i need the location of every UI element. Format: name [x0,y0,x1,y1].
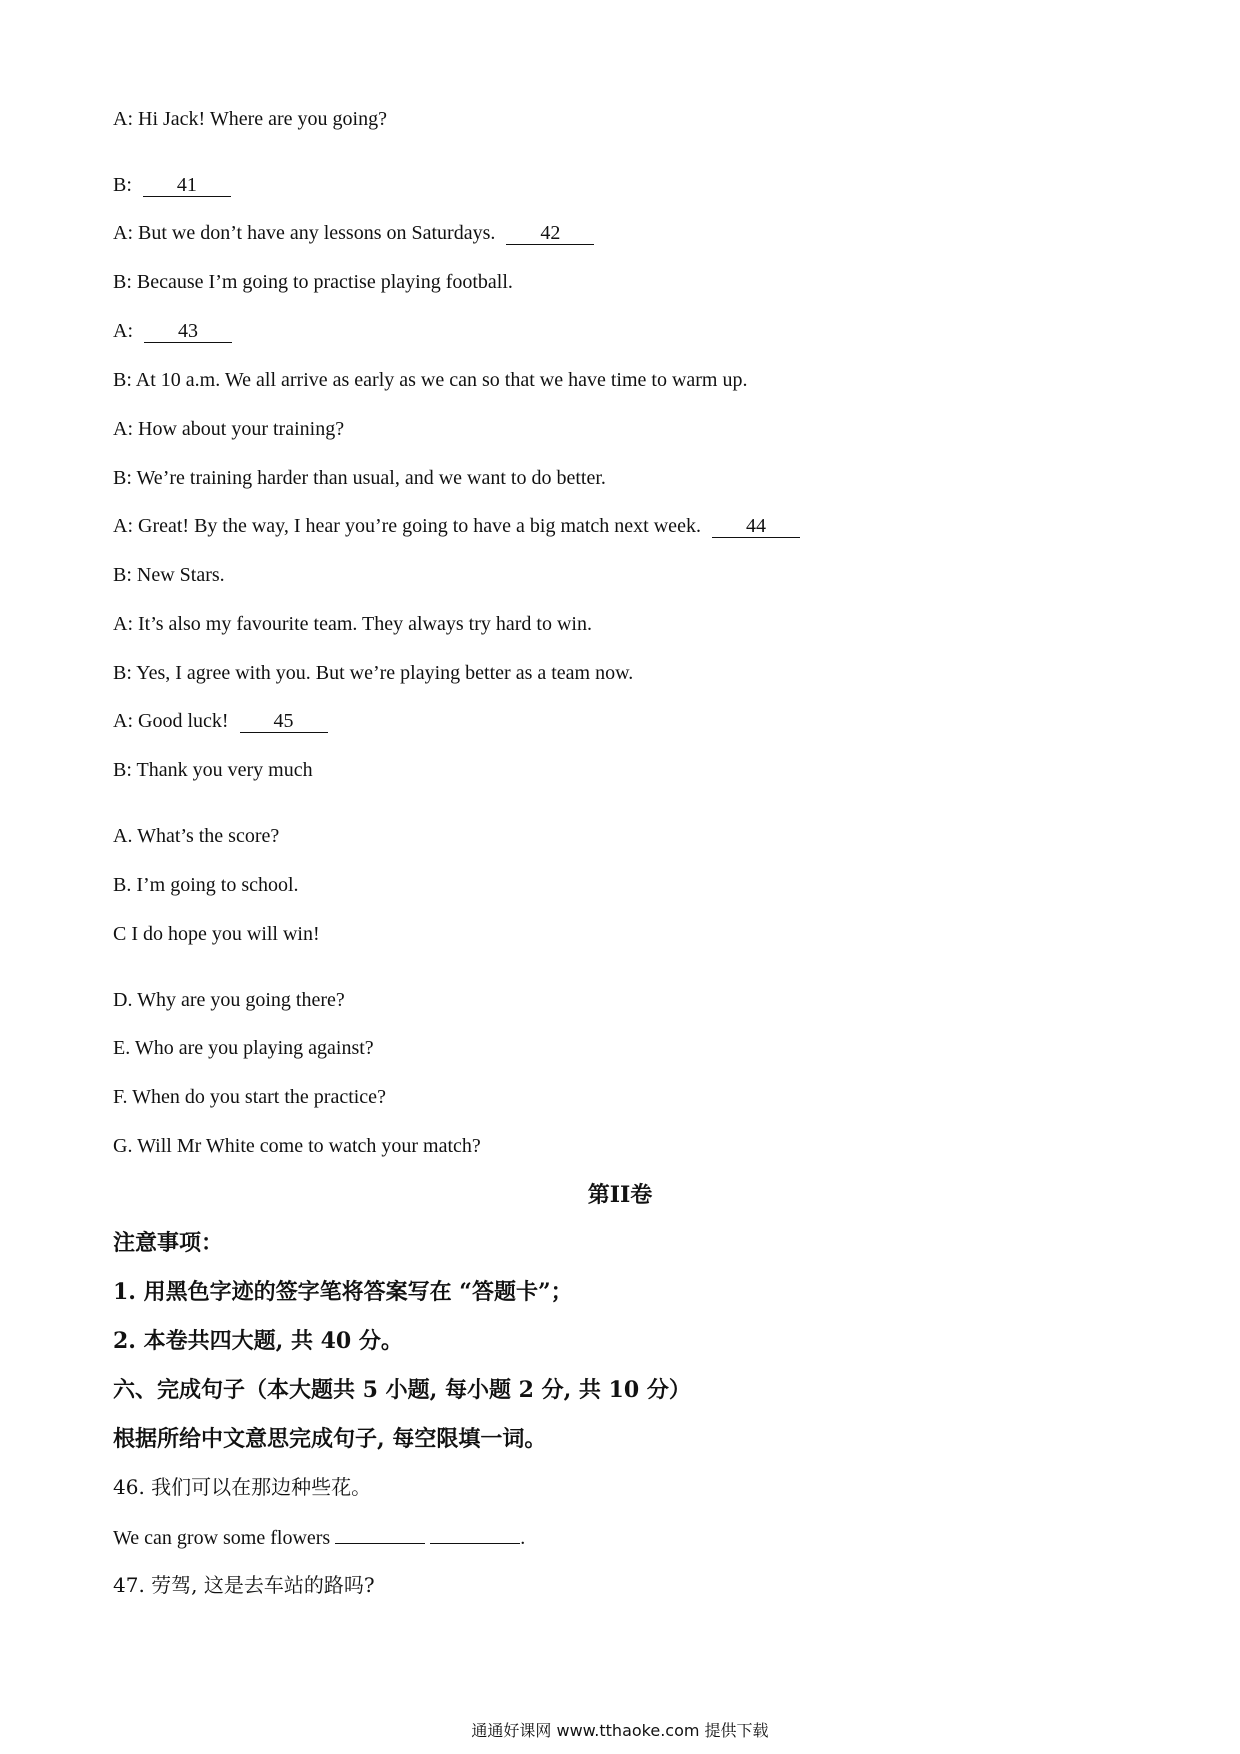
answer-blank-46b[interactable] [430,1523,520,1544]
notice-heading: 注意事项： [113,1230,224,1256]
option-d: D. Why are you going there? [113,989,345,1011]
question-46-prompt: 46. 我们可以在那边种些花。 [113,1475,372,1499]
dialogue-line-12: B: Yes, I agree with you. But we’re playing better as a team now. [113,662,634,684]
answer-blank-43[interactable]: 43 [144,320,232,343]
dialogue-line-1: A: Hi Jack! Where are you going? [113,108,387,130]
question-46-sentence: We can grow some flowers . [113,1523,525,1551]
dialogue-line-8: B: We’re training harder than usual, and we want to do better. [113,467,606,489]
dialogue-line-9: A: Great! By the way, I hear you’re going to have a big match next week. 44 [113,513,800,539]
dialogue-line-5: A: 43 [113,318,232,344]
answer-blank-42[interactable]: 42 [506,222,594,245]
section6-instruction: 根据所给中文意思完成句子, 每空限填一词。 [113,1426,547,1452]
dialogue-line-2: B: 41 [113,172,231,198]
dialogue-line-6: B: At 10 a.m. We all arrive as early as we can so that we have time to warm up. [113,369,748,391]
answer-blank-46a[interactable] [335,1523,425,1544]
dialogue-line-4: B: Because I’m going to practise playing football. [113,271,513,293]
dialogue-line-10: B: New Stars. [113,564,225,586]
page-footer: 通通好课网 www.tthaoke.com 提供下载 [471,1721,769,1740]
question-47-prompt: 47. 劳驾, 这是去车站的路吗? [113,1573,375,1597]
option-e: E. Who are you playing against? [113,1037,374,1059]
answer-blank-44[interactable]: 44 [712,515,800,538]
option-b: B. I’m going to school. [113,874,299,896]
option-f: F. When do you start the practice? [113,1086,386,1108]
option-a: A. What’s the score? [113,825,280,847]
answer-blank-45[interactable]: 45 [240,710,328,733]
option-g: G. Will Mr White come to watch your match? [113,1135,481,1157]
dialogue-line-3: A: But we don’t have any lessons on Saturdays. 42 [113,220,594,246]
dialogue-line-13: A: Good luck! 45 [113,708,328,734]
option-c: C I do hope you will win! [113,923,320,945]
dialogue-line-14: B: Thank you very much [113,759,313,781]
part2-title: 第II卷 [587,1182,653,1208]
section6-heading: 六、完成句子（本大题共 5 小题, 每小题 2 分, 共 10 分） [113,1377,691,1403]
notice-item-1: 1. 用黑色字迹的签字笔将答案写在 “答题卡”； [113,1279,573,1305]
notice-item-2: 2. 本卷共四大题, 共 40 分。 [113,1328,403,1354]
dialogue-line-7: A: How about your training? [113,418,345,440]
answer-blank-41[interactable]: 41 [143,174,231,197]
dialogue-line-11: A: It’s also my favourite team. They always try hard to win. [113,613,592,635]
